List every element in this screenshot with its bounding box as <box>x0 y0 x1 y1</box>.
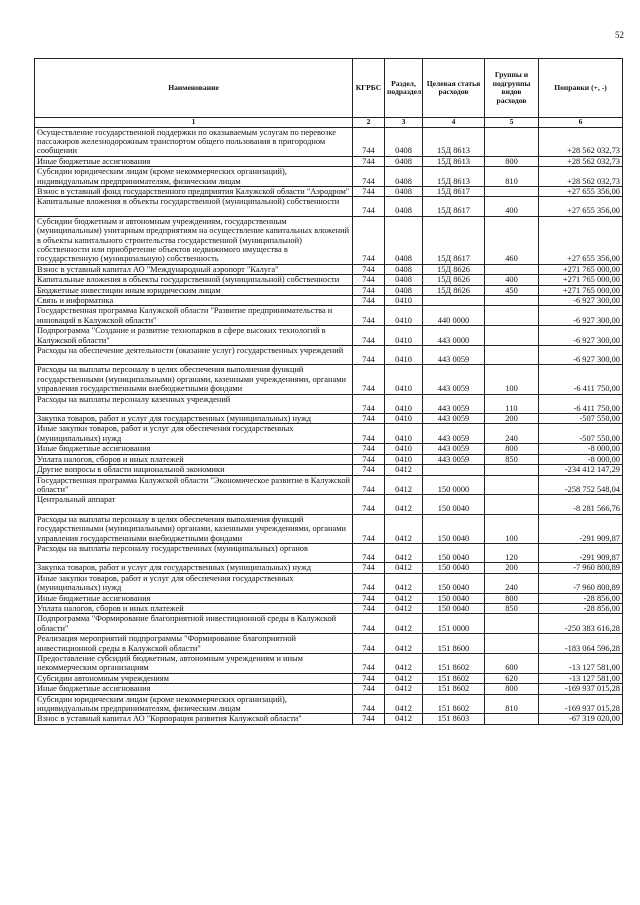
table-row <box>35 475 623 495</box>
row-kgrbs: 744 <box>353 444 385 454</box>
row-name: Связь и информатика <box>35 296 353 306</box>
row-amount: +27 655 356,00 <box>539 186 623 196</box>
row-target: 15Д 8626 <box>423 285 485 295</box>
row-name: Взнос в уставный капитал АО "Международный аэропорт "Калуга" <box>35 264 353 274</box>
row-group: 200 <box>485 414 539 424</box>
row-section: 0408 <box>385 264 423 274</box>
row-kgrbs: 744 <box>353 186 385 196</box>
row-section: 0410 <box>385 414 423 424</box>
row-group <box>485 465 539 475</box>
row-section: 0408 <box>385 275 423 285</box>
row-amount: +27 655 356,00 <box>539 216 623 264</box>
row-group: 810 <box>485 167 539 187</box>
row-name: Расходы на выплаты персоналу в целях обеспечения выполнения функций государственными (муниципальными) органами, казенными учреждениями, органами управления государственными внебюджетными фондами <box>35 514 353 543</box>
row-amount: -234 412 147,29 <box>539 465 623 475</box>
row-name: Иные бюджетные ассигнования <box>35 156 353 166</box>
header-kgrbs: КГРБС <box>353 59 385 118</box>
row-section: 0410 <box>385 306 423 326</box>
row-group: 800 <box>485 156 539 166</box>
row-amount: -291 909,87 <box>539 514 623 543</box>
table-row <box>35 673 623 683</box>
header-name: Наименование <box>35 59 353 118</box>
row-amount: -183 064 596,28 <box>539 634 623 654</box>
row-section: 0408 <box>385 216 423 264</box>
row-target: 15Д 8613 <box>423 156 485 166</box>
row-name: Расходы на выплаты персоналу казенных учреждений <box>35 394 353 413</box>
row-group: 850 <box>485 603 539 613</box>
row-name: Иные бюджетные ассигнования <box>35 684 353 694</box>
row-amount: -6 927 300,00 <box>539 306 623 326</box>
row-section: 0410 <box>385 346 423 365</box>
row-target: 150 0040 <box>423 563 485 573</box>
table-row <box>35 156 623 166</box>
row-amount: -507 550,00 <box>539 414 623 424</box>
row-name: Субсидии юридическим лицам (кроме некоммерческих организаций), индивидуальным предпринимателям, физическим лицам <box>35 167 353 187</box>
row-name: Уплата налогов, сборов и иных платежей <box>35 603 353 613</box>
table-row <box>35 563 623 573</box>
row-target: 15Д 8626 <box>423 264 485 274</box>
row-kgrbs: 744 <box>353 326 385 346</box>
table-row <box>35 197 623 216</box>
header-section: Раздел, подраздел <box>385 59 423 118</box>
row-name: Подпрограмма "Формирование благоприятной инвестиционной среды в Калужской области" <box>35 614 353 634</box>
row-kgrbs: 744 <box>353 454 385 464</box>
table-row <box>35 216 623 264</box>
row-group <box>485 714 539 724</box>
row-section: 0412 <box>385 614 423 634</box>
row-target: 443 0059 <box>423 454 485 464</box>
row-section: 0410 <box>385 454 423 464</box>
row-kgrbs: 744 <box>353 673 385 683</box>
row-target: 150 0040 <box>423 573 485 593</box>
row-group: 100 <box>485 365 539 394</box>
row-kgrbs: 744 <box>353 167 385 187</box>
row-kgrbs: 744 <box>353 127 385 156</box>
row-group: 400 <box>485 197 539 216</box>
row-kgrbs: 744 <box>353 475 385 495</box>
table-row <box>35 306 623 326</box>
row-section: 0410 <box>385 365 423 394</box>
table-row <box>35 684 623 694</box>
row-amount: -28 856,00 <box>539 593 623 603</box>
row-amount: -250 383 616,28 <box>539 614 623 634</box>
table-row <box>35 326 623 346</box>
row-amount: -6 927 300,00 <box>539 296 623 306</box>
row-target: 150 0040 <box>423 495 485 514</box>
column-number: 1 <box>35 118 353 128</box>
row-amount: -8 000,00 <box>539 444 623 454</box>
row-group <box>485 186 539 196</box>
table-row <box>35 543 623 562</box>
row-target: 151 0000 <box>423 614 485 634</box>
row-section: 0408 <box>385 156 423 166</box>
row-target: 151 8602 <box>423 654 485 674</box>
row-kgrbs: 744 <box>353 654 385 674</box>
row-amount: -291 909,87 <box>539 543 623 562</box>
row-kgrbs: 744 <box>353 296 385 306</box>
row-section: 0408 <box>385 127 423 156</box>
row-amount: -6 927 300,00 <box>539 346 623 365</box>
row-group <box>485 495 539 514</box>
row-amount: +271 765 000,00 <box>539 264 623 274</box>
row-amount: -13 127 581,00 <box>539 654 623 674</box>
row-group <box>485 296 539 306</box>
row-target: 150 0000 <box>423 475 485 495</box>
row-name: Иные бюджетные ассигнования <box>35 593 353 603</box>
row-section: 0412 <box>385 465 423 475</box>
table-row <box>35 275 623 285</box>
table-row <box>35 394 623 413</box>
row-group: 240 <box>485 573 539 593</box>
row-section: 0408 <box>385 167 423 187</box>
row-target: 443 0000 <box>423 326 485 346</box>
row-section: 0410 <box>385 326 423 346</box>
column-number: 4 <box>423 118 485 128</box>
row-section: 0412 <box>385 573 423 593</box>
table-row <box>35 593 623 603</box>
row-kgrbs: 744 <box>353 346 385 365</box>
table-row <box>35 365 623 394</box>
row-name: Расходы на выплаты персоналу в целях обеспечения выполнения функций государственными (муниципальными) органами, казенными учреждениями, органами управления государственными внебюджетными фондами <box>35 365 353 394</box>
row-target: 15Д 8626 <box>423 275 485 285</box>
table-row <box>35 603 623 613</box>
row-target: 151 8602 <box>423 673 485 683</box>
row-amount: -169 937 015,28 <box>539 694 623 714</box>
row-section: 0410 <box>385 444 423 454</box>
row-name: Подпрограмма "Создание и развитие технопарков в сфере высоких технологий в Калужской области" <box>35 326 353 346</box>
table-row <box>35 454 623 464</box>
row-amount: -13 127 581,00 <box>539 673 623 683</box>
row-amount: -8 000,00 <box>539 454 623 464</box>
row-group <box>485 634 539 654</box>
row-group: 110 <box>485 394 539 413</box>
row-kgrbs: 744 <box>353 694 385 714</box>
row-target: 150 0040 <box>423 514 485 543</box>
row-section: 0412 <box>385 563 423 573</box>
row-target: 15Д 8617 <box>423 186 485 196</box>
row-section: 0412 <box>385 593 423 603</box>
row-group: 240 <box>485 424 539 444</box>
row-name: Государственная программа Калужской области "Развитие предпринимательства и инноваций в Калужской области" <box>35 306 353 326</box>
row-group <box>485 346 539 365</box>
row-amount: -7 960 800,89 <box>539 573 623 593</box>
row-section: 0412 <box>385 673 423 683</box>
row-group <box>485 306 539 326</box>
row-target: 443 0059 <box>423 424 485 444</box>
row-name: Осуществление государственной поддержки по оказываемым услугам по перевозке пассажиров железнодорожным транспортом общего пользования в пригородном сообщении <box>35 127 353 156</box>
row-section: 0412 <box>385 475 423 495</box>
row-kgrbs: 744 <box>353 424 385 444</box>
row-kgrbs: 744 <box>353 465 385 475</box>
table-row <box>35 714 623 724</box>
header-row <box>35 59 623 118</box>
row-target: 151 8603 <box>423 714 485 724</box>
page-number: 52 <box>615 30 624 40</box>
row-section: 0412 <box>385 654 423 674</box>
row-name: Капитальные вложения в объекты государственной (муниципальной) собственности <box>35 197 353 216</box>
column-number: 2 <box>353 118 385 128</box>
table-row <box>35 264 623 274</box>
row-target: 440 0000 <box>423 306 485 326</box>
table-body <box>35 127 623 724</box>
table-row <box>35 346 623 365</box>
row-kgrbs: 744 <box>353 684 385 694</box>
row-target: 443 0059 <box>423 346 485 365</box>
row-kgrbs: 744 <box>353 394 385 413</box>
row-amount: -6 411 750,00 <box>539 394 623 413</box>
row-amount: +28 562 032,73 <box>539 167 623 187</box>
row-target: 15Д 8613 <box>423 167 485 187</box>
row-amount: -6 927 300,00 <box>539 326 623 346</box>
row-kgrbs: 744 <box>353 634 385 654</box>
row-target: 15Д 8617 <box>423 216 485 264</box>
row-kgrbs: 744 <box>353 216 385 264</box>
row-name: Закупка товаров, работ и услуг для государственных (муниципальных) нужд <box>35 414 353 424</box>
budget-amendments-table <box>34 58 623 725</box>
row-name: Расходы на выплаты персоналу государственных (муниципальных) органов <box>35 543 353 562</box>
row-kgrbs: 744 <box>353 275 385 285</box>
row-target: 150 0040 <box>423 603 485 613</box>
row-group <box>485 264 539 274</box>
row-target: 443 0059 <box>423 394 485 413</box>
row-section: 0412 <box>385 684 423 694</box>
row-amount: -6 411 750,00 <box>539 365 623 394</box>
row-section: 0412 <box>385 495 423 514</box>
row-section: 0412 <box>385 603 423 613</box>
row-kgrbs: 744 <box>353 543 385 562</box>
table-row <box>35 573 623 593</box>
row-section: 0412 <box>385 714 423 724</box>
row-name: Предоставление субсидий бюджетным, автономным учреждениям и иным некоммерческим организациям <box>35 654 353 674</box>
row-group <box>485 475 539 495</box>
row-group: 600 <box>485 654 539 674</box>
table-row <box>35 465 623 475</box>
row-section: 0412 <box>385 514 423 543</box>
row-kgrbs: 744 <box>353 495 385 514</box>
row-group: 850 <box>485 454 539 464</box>
row-kgrbs: 744 <box>353 603 385 613</box>
row-name: Иные закупки товаров, работ и услуг для обеспечения государственных (муниципальных) нужд <box>35 424 353 444</box>
table-row <box>35 167 623 187</box>
row-group: 800 <box>485 444 539 454</box>
table-row <box>35 694 623 714</box>
row-group: 200 <box>485 563 539 573</box>
table-row <box>35 634 623 654</box>
row-section: 0408 <box>385 285 423 295</box>
table-row <box>35 127 623 156</box>
table-row <box>35 514 623 543</box>
row-group <box>485 127 539 156</box>
row-kgrbs: 744 <box>353 414 385 424</box>
row-amount: -28 856,00 <box>539 603 623 613</box>
row-kgrbs: 744 <box>353 285 385 295</box>
row-kgrbs: 744 <box>353 156 385 166</box>
row-name: Субсидии бюджетным и автономным учреждениям, государственным (муниципальным) унитарным предприятиям на осуществление капитальных вложений в объекты капитального строительства государственной (муниципальной) собственности или приобретение объектов недвижимого имущества в государственную (муниципальную) собственность <box>35 216 353 264</box>
row-name: Реализация мероприятий подпрограммы "Формирование благоприятной инвестиционной среды в Калужской области" <box>35 634 353 654</box>
row-amount: -258 752 548,04 <box>539 475 623 495</box>
row-amount: +271 765 000,00 <box>539 285 623 295</box>
row-group <box>485 614 539 634</box>
header-target: Целевая статья расходов <box>423 59 485 118</box>
row-kgrbs: 744 <box>353 714 385 724</box>
column-number: 3 <box>385 118 423 128</box>
row-amount: +28 562 032,73 <box>539 127 623 156</box>
table-row <box>35 186 623 196</box>
row-group: 450 <box>485 285 539 295</box>
row-target: 151 8600 <box>423 634 485 654</box>
row-target: 151 8602 <box>423 684 485 694</box>
row-group: 800 <box>485 684 539 694</box>
row-name: Расходы на обеспечение деятельности (оказание услуг) государственных учреждений <box>35 346 353 365</box>
header-groups: Группы и подгруппы видов расходов <box>485 59 539 118</box>
row-group: 810 <box>485 694 539 714</box>
row-amount: +271 765 000,00 <box>539 275 623 285</box>
row-kgrbs: 744 <box>353 197 385 216</box>
row-section: 0410 <box>385 394 423 413</box>
row-section: 0408 <box>385 197 423 216</box>
row-section: 0412 <box>385 543 423 562</box>
column-number-row <box>35 118 623 128</box>
table-row <box>35 285 623 295</box>
row-name: Иные бюджетные ассигнования <box>35 444 353 454</box>
row-name: Закупка товаров, работ и услуг для государственных (муниципальных) нужд <box>35 563 353 573</box>
row-target: 151 8602 <box>423 694 485 714</box>
row-section: 0412 <box>385 694 423 714</box>
row-target: 443 0059 <box>423 365 485 394</box>
row-name: Уплата налогов, сборов и иных платежей <box>35 454 353 464</box>
table-row <box>35 424 623 444</box>
table-row <box>35 495 623 514</box>
row-target: 150 0040 <box>423 593 485 603</box>
row-group: 400 <box>485 275 539 285</box>
row-target <box>423 465 485 475</box>
row-target: 15Д 8617 <box>423 197 485 216</box>
row-target: 15Д 8613 <box>423 127 485 156</box>
row-group: 460 <box>485 216 539 264</box>
row-group: 620 <box>485 673 539 683</box>
row-name: Другие вопросы в области национальной экономики <box>35 465 353 475</box>
row-amount: +28 562 032,73 <box>539 156 623 166</box>
row-amount: -67 319 020,00 <box>539 714 623 724</box>
column-number: 6 <box>539 118 623 128</box>
row-name: Бюджетные инвестиции иным юридическим лицам <box>35 285 353 295</box>
row-name: Субсидии автономным учреждениям <box>35 673 353 683</box>
row-target <box>423 296 485 306</box>
row-kgrbs: 744 <box>353 573 385 593</box>
row-target: 150 0040 <box>423 543 485 562</box>
row-target: 443 0059 <box>423 444 485 454</box>
row-name: Взнос в уставный капитал АО "Корпорация развития Калужской области" <box>35 714 353 724</box>
row-name: Центральный аппарат <box>35 495 353 514</box>
column-number: 5 <box>485 118 539 128</box>
table-row <box>35 296 623 306</box>
row-section: 0410 <box>385 296 423 306</box>
row-kgrbs: 744 <box>353 264 385 274</box>
row-kgrbs: 744 <box>353 306 385 326</box>
row-target: 443 0059 <box>423 414 485 424</box>
table-row <box>35 414 623 424</box>
row-name: Иные закупки товаров, работ и услуг для обеспечения государственных (муниципальных) нужд <box>35 573 353 593</box>
row-group: 120 <box>485 543 539 562</box>
table-row <box>35 444 623 454</box>
row-name: Государственная программа Калужской области "Экономическое развитие в Калужской области" <box>35 475 353 495</box>
row-amount: -507 550,00 <box>539 424 623 444</box>
row-section: 0410 <box>385 424 423 444</box>
row-name: Взнос в уставный фонд государственного предприятия Калужской области "Аэродром" <box>35 186 353 196</box>
row-amount: -8 281 566,76 <box>539 495 623 514</box>
table-row <box>35 614 623 634</box>
row-kgrbs: 744 <box>353 614 385 634</box>
row-section: 0412 <box>385 634 423 654</box>
row-amount: -169 937 015,28 <box>539 684 623 694</box>
row-kgrbs: 744 <box>353 365 385 394</box>
row-section: 0408 <box>385 186 423 196</box>
row-name: Субсидии юридическим лицам (кроме некоммерческих организаций), индивидуальным предпринимателям, физическим лицам <box>35 694 353 714</box>
row-amount: +27 655 356,00 <box>539 197 623 216</box>
header-amendments: Поправки (+, -) <box>539 59 623 118</box>
row-kgrbs: 744 <box>353 593 385 603</box>
row-name: Капитальные вложения в объекты государственной (муниципальной) собственности <box>35 275 353 285</box>
table-row <box>35 654 623 674</box>
row-group: 100 <box>485 514 539 543</box>
row-group <box>485 326 539 346</box>
row-group: 800 <box>485 593 539 603</box>
row-kgrbs: 744 <box>353 563 385 573</box>
row-kgrbs: 744 <box>353 514 385 543</box>
row-amount: -7 960 800,89 <box>539 563 623 573</box>
